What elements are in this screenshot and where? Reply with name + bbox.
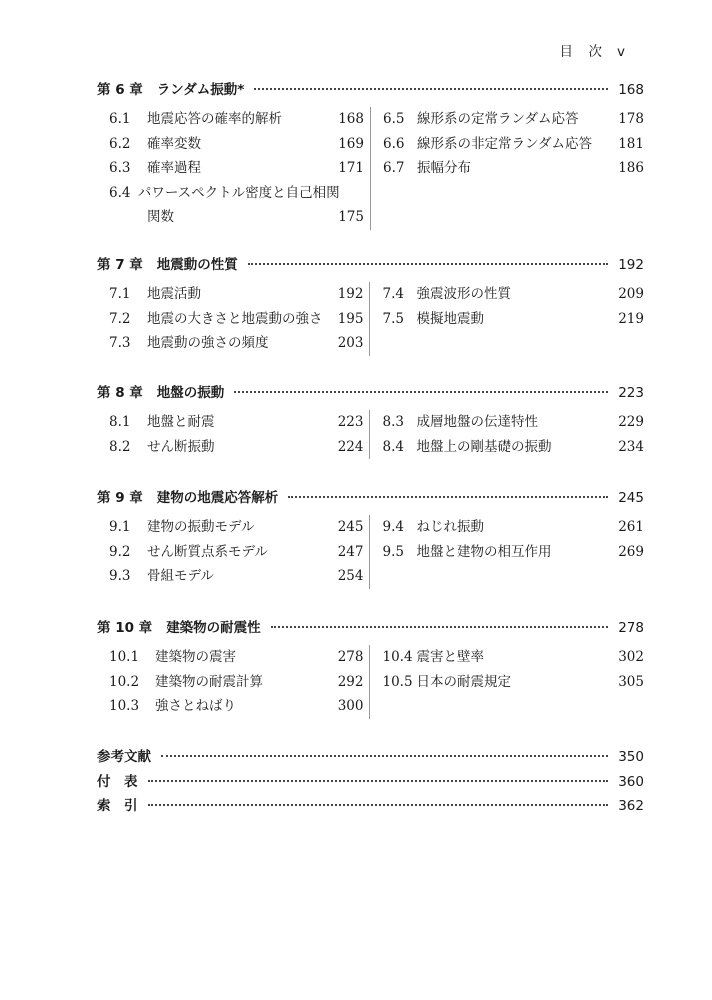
chapter-block — [97, 78, 644, 230]
running-head-page: v — [617, 44, 626, 60]
section-number: 10.3 — [109, 698, 140, 714]
section-number: 7.5 — [382, 310, 404, 327]
section-entry[interactable] — [97, 181, 370, 206]
chapter-page: 223 — [618, 385, 644, 401]
chapter-page: 245 — [618, 490, 644, 506]
section-title: 骨組モデル — [147, 568, 214, 584]
section-entry[interactable] — [383, 107, 644, 132]
section-page — [340, 181, 370, 206]
chapter-block — [97, 486, 644, 589]
section-entry[interactable] — [97, 540, 369, 565]
section-title: 関数 — [147, 209, 174, 225]
section-page: 219 — [618, 310, 644, 327]
back-matter-page: 360 — [618, 773, 644, 790]
section-number: 10.4 — [382, 649, 413, 665]
leader-dots — [148, 804, 609, 806]
section-title: 線形系の定常ランダム応答 — [417, 111, 579, 127]
back-matter — [97, 745, 644, 819]
section-entry[interactable] — [97, 645, 369, 670]
section-entry[interactable] — [97, 515, 369, 540]
back-matter-entry[interactable] — [97, 745, 644, 770]
section-number: 7.1 — [109, 286, 131, 302]
section-number: 7.2 — [109, 310, 131, 327]
section-page: 224 — [337, 438, 364, 455]
chapter-page: 192 — [618, 257, 644, 273]
chapter-number: 第 6 章 — [97, 82, 143, 98]
chapter-number: 第 9 章 — [97, 490, 143, 506]
chapter-number: 第 10 章 — [97, 620, 153, 636]
section-column-right — [370, 515, 644, 589]
section-page: 261 — [618, 519, 644, 535]
section-entry[interactable] — [382, 515, 644, 540]
section-entry[interactable] — [383, 132, 644, 157]
section-column-left — [97, 282, 370, 356]
section-number: 6.1 — [109, 111, 131, 127]
section-number: 7.3 — [109, 335, 131, 351]
leader-dots — [288, 496, 608, 498]
section-title: 地盤と建物の相互作用 — [416, 543, 552, 560]
chapter-title: 地震動の性質 — [156, 257, 238, 273]
section-title: 確率変数 — [147, 135, 201, 152]
section-title: 振幅分布 — [417, 160, 471, 176]
chapter-page: 278 — [618, 620, 644, 636]
section-column-left — [97, 645, 370, 719]
section-entry[interactable] — [97, 107, 370, 132]
section-title: せん断振動 — [147, 438, 215, 455]
section-title: 強さとねばり — [155, 698, 236, 714]
back-matter-entry[interactable] — [97, 770, 644, 795]
section-columns — [97, 645, 644, 719]
section-entry[interactable] — [97, 205, 370, 230]
chapter-title: 建物の地震応答解析 — [156, 490, 279, 506]
section-title: 地震活動 — [147, 286, 201, 302]
section-title: 成層地盤の伝達特性 — [416, 414, 538, 430]
section-entry[interactable] — [97, 410, 369, 435]
section-number: 10.5 — [382, 673, 413, 690]
section-entry[interactable] — [97, 331, 369, 356]
section-page: 169 — [338, 135, 364, 152]
section-number: 9.5 — [382, 543, 404, 560]
section-column-right — [370, 410, 644, 459]
section-page: 245 — [337, 519, 364, 535]
back-matter-title: 付 表 — [97, 773, 138, 790]
section-title: 模擬地震動 — [416, 310, 484, 327]
section-title: パワースペクトル密度と自己相関 — [137, 184, 340, 201]
section-title: せん断質点系モデル — [147, 543, 268, 560]
chapter-heading[interactable] — [97, 616, 644, 640]
section-title: 地震応答の確率的解析 — [147, 111, 282, 127]
section-number: 10.2 — [109, 673, 140, 690]
section-page: 305 — [618, 673, 644, 690]
chapter-heading[interactable] — [97, 381, 644, 405]
section-number: 8.3 — [382, 414, 404, 430]
chapter-title: ランダム振動* — [156, 82, 245, 98]
section-number: 7.4 — [382, 286, 404, 302]
chapter-heading[interactable] — [97, 78, 644, 102]
chapter-title: 地盤の振動 — [156, 385, 225, 401]
section-entry[interactable] — [382, 307, 644, 332]
section-entry[interactable] — [97, 132, 370, 157]
section-page: 247 — [337, 543, 364, 560]
section-entry[interactable] — [382, 645, 644, 670]
chapter-title: 建築物の耐震性 — [166, 620, 261, 636]
leader-dots — [248, 263, 608, 265]
section-title: 地震の大きさと地震動の強さ — [147, 310, 323, 327]
leader-dots — [148, 780, 609, 782]
back-matter-title: 参考文献 — [97, 749, 151, 765]
section-entry[interactable] — [382, 435, 644, 460]
section-number: 6.2 — [109, 135, 131, 152]
section-entry[interactable] — [383, 156, 644, 181]
section-number: 8.1 — [109, 414, 131, 430]
section-title: 地震動の強さの頻度 — [147, 335, 269, 351]
section-number: 9.2 — [109, 543, 131, 560]
section-title: 地盤と耐震 — [147, 414, 215, 430]
section-title: 震害と壁率 — [416, 649, 484, 665]
section-title: 強震波形の性質 — [416, 286, 511, 302]
running-head — [560, 40, 627, 60]
leader-dots — [161, 755, 608, 757]
section-page: 195 — [337, 310, 364, 327]
leader-dots — [271, 626, 609, 628]
section-title: 建築物の震害 — [155, 649, 236, 665]
section-title: 地盤上の剛基礎の振動 — [416, 438, 552, 455]
section-page: 234 — [618, 438, 644, 455]
section-number: 9.3 — [109, 568, 131, 584]
section-page: 254 — [337, 568, 364, 584]
section-column-left — [97, 515, 370, 589]
section-title: 確率過程 — [147, 160, 201, 176]
section-number: 6.4 — [109, 184, 131, 201]
section-page: 300 — [337, 698, 364, 714]
section-page: 171 — [338, 160, 364, 176]
section-number — [97, 205, 147, 230]
section-column-left — [97, 410, 370, 459]
chapter-block — [97, 616, 644, 719]
section-number: 10.1 — [109, 649, 140, 665]
section-entry[interactable] — [97, 670, 369, 695]
section-page: 292 — [337, 673, 364, 690]
running-head-title: 目 次 — [559, 44, 603, 60]
section-columns — [97, 282, 644, 356]
section-entry[interactable] — [97, 694, 369, 719]
section-page: 186 — [618, 160, 644, 176]
section-number: 9.1 — [109, 519, 131, 535]
section-page: 175 — [338, 209, 364, 225]
section-number: 8.2 — [109, 438, 131, 455]
leader-dots — [234, 391, 608, 393]
section-entry[interactable] — [382, 282, 644, 307]
section-columns — [97, 515, 644, 589]
section-title: 線形系の非定常ランダム応答 — [417, 135, 592, 152]
section-page: 192 — [337, 286, 364, 302]
section-columns — [97, 410, 644, 459]
section-number: 8.4 — [382, 438, 404, 455]
section-page: 168 — [338, 111, 364, 127]
section-page: 181 — [618, 135, 644, 152]
section-page: 229 — [618, 414, 644, 430]
section-title: 建物の振動モデル — [147, 519, 255, 535]
section-entry[interactable] — [97, 307, 369, 332]
section-entry[interactable] — [382, 670, 644, 695]
section-entry[interactable] — [97, 435, 369, 460]
section-title: ねじれ振動 — [416, 519, 484, 535]
chapter-heading[interactable] — [97, 486, 644, 510]
section-title: 日本の耐震規定 — [416, 673, 511, 690]
section-entry[interactable] — [97, 564, 369, 589]
back-matter-entry[interactable] — [97, 794, 644, 819]
section-number: 6.7 — [383, 160, 405, 176]
section-number: 6.3 — [109, 160, 131, 176]
chapter-heading[interactable] — [97, 253, 644, 277]
chapter-number: 第 8 章 — [97, 385, 143, 401]
section-title: 建築物の耐震計算 — [155, 673, 263, 690]
section-page: 278 — [337, 649, 364, 665]
chapter-number: 第 7 章 — [97, 257, 143, 273]
chapter-page: 168 — [618, 82, 644, 98]
back-matter-page: 362 — [618, 798, 644, 814]
section-page: 302 — [618, 649, 644, 665]
section-number: 9.4 — [382, 519, 404, 535]
section-entry[interactable] — [382, 410, 644, 435]
section-column-right — [370, 645, 644, 719]
section-page: 223 — [337, 414, 364, 430]
leader-dots — [254, 88, 608, 90]
section-entry[interactable] — [382, 540, 644, 565]
section-columns — [97, 107, 644, 230]
section-column-right — [370, 282, 644, 356]
chapter-block — [97, 381, 644, 459]
section-page: 209 — [618, 286, 644, 302]
section-page: 269 — [618, 543, 644, 560]
section-column-right — [371, 107, 644, 230]
section-column-left — [97, 107, 371, 230]
section-page: 178 — [618, 111, 644, 127]
back-matter-page: 350 — [618, 749, 644, 765]
section-number: 6.5 — [383, 111, 405, 127]
back-matter-title: 索 引 — [97, 798, 138, 814]
section-number: 6.6 — [383, 135, 405, 152]
section-entry[interactable] — [97, 282, 369, 307]
section-page: 203 — [337, 335, 364, 351]
section-entry[interactable] — [97, 156, 370, 181]
chapter-block — [97, 253, 644, 356]
